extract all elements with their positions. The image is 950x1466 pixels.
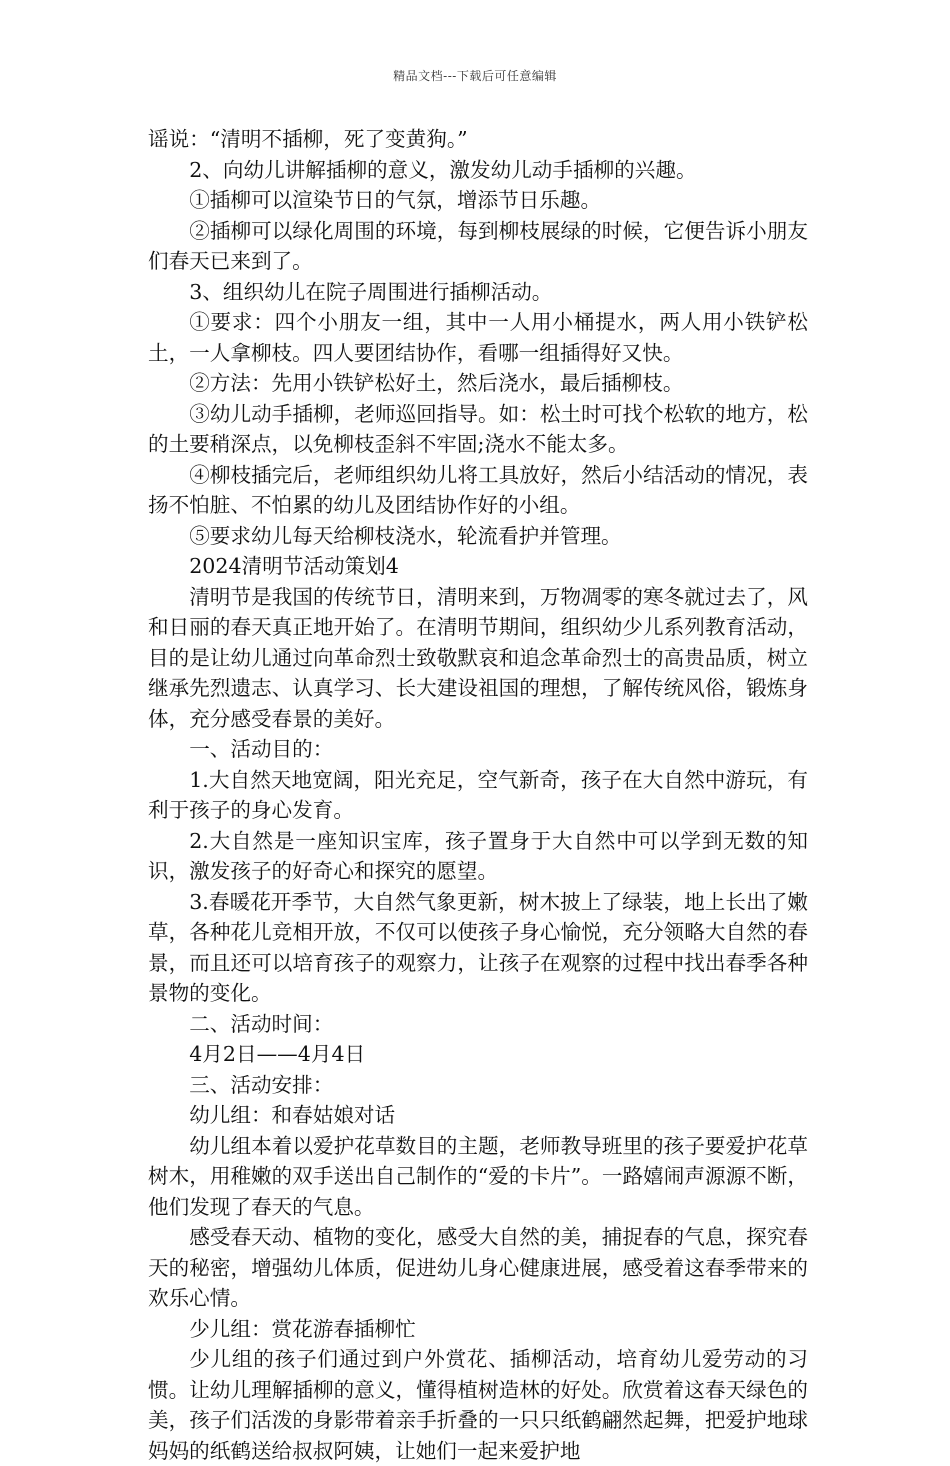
subsection-heading: 幼儿组：和春姑娘对话 [189, 1103, 396, 1127]
paragraph: ②方法：先用小铁铲松好土，然后浇水，最后插柳枝。 [189, 371, 684, 395]
paragraph: 1.大自然天地宽阔，阳光充足，空气新奇，孩子在大自然中游玩，有利于孩子的身心发育。 [148, 767, 808, 822]
section-title: 2024清明节活动策划4 [189, 554, 399, 578]
paragraph: 4月2日——4月4日 [189, 1042, 366, 1066]
paragraph: 2.大自然是一座知识宝库，孩子置身于大自然中可以学到无数的知识，激发孩子的好奇心和探究的愿望。 [148, 828, 808, 883]
paragraph: 3.春暖花开季节，大自然气象更新，树木披上了绿装，地上长出了嫩草，各种花儿竞相开放，不仅可以使孩子身心愉悦，充分领略大自然的春景，而且还可以培育孩子的观察力，让孩子在观察的过程中找出春季各种景物的变化。 [148, 889, 808, 1005]
paragraph: ①要求：四个小朋友一组，其中一人用小桶提水，两人用小铁铲松土，一人拿柳枝。四人要团结协作，看哪一组插得好又快。 [148, 310, 808, 365]
paragraph: 感受春天动、植物的变化，感受大自然的美，捕捉春的气息，探究春天的秘密，增强幼儿体质，促进幼儿身心健康进展，感受着这春季带来的欢乐心情。 [148, 1225, 808, 1310]
paragraph: 2、向幼儿讲解插柳的意义，激发幼儿动手插柳的兴趣。 [189, 157, 697, 182]
paragraph: ①插柳可以渲染节日的气氛，增添节日乐趣。 [189, 188, 602, 212]
paragraph: 谣说：“清明不插柳，死了变黄狗。” [148, 127, 468, 151]
paragraph: 3、组织幼儿在院子周围进行插柳活动。 [189, 279, 553, 304]
section-heading: 一、活动目的： [189, 737, 334, 761]
paragraph: ③幼儿动手插柳，老师巡回指导。如：松土时可找个松软的地方，松的土要稍深点，以免柳枝歪斜不牢固;浇水不能太多。 [148, 401, 808, 456]
section-heading: 三、活动安排： [189, 1072, 334, 1097]
paragraph: 幼儿组本着以爱护花草数目的主题，老师教导班里的孩子要爱护花草树木，用稚嫩的双手送出自己制作的“爱的卡片”。一路嬉闹声源源不断，他们发现了春天的气息。 [148, 1133, 808, 1219]
paragraph: ④柳枝插完后，老师组织幼儿将工具放好，然后小结活动的情况，表扬不怕脏、不怕累的幼儿及团结协作好的小组。 [148, 462, 808, 517]
paragraph: ⑤要求幼儿每天给柳枝浇水，轮流看护并管理。 [189, 523, 622, 548]
document-body [148, 124, 808, 1466]
page-header: 精品文档---下载后可任意编辑 [393, 69, 557, 83]
subsection-heading: 少儿组：赏花游春插柳忙 [189, 1316, 416, 1341]
section-heading: 二、活动时间： [189, 1011, 334, 1036]
paragraph: ②插柳可以绿化周围的环境，每到柳枝展绿的时候，它便告诉小朋友们春天已来到了。 [148, 218, 808, 273]
paragraph: 清明节是我国的传统节日，清明来到，万物凋零的寒冬就过去了，风和日丽的春天真正地开始了。在清明节期间，组织幼少儿系列教育活动，目的是让幼儿通过向革命烈士致敬默哀和追念革命烈士的高贵品质，树立继承先烈遗志、认真学习、长大建设祖国的理想，了解传统风俗，锻炼身体，充分感受春景的美好。 [148, 584, 808, 731]
paragraph: 少儿组的孩子们通过到户外赏花、插柳活动，培育幼儿爱劳动的习惯。让幼儿理解插柳的意义，懂得植树造林的好处。欣赏着这春天绿色的美，孩子们活泼的身影带着亲手折叠的一只只纸鹤翩然起舞，把爱护地球妈妈的纸鹤送给叔叔阿姨，让她们一起来爱护地 [148, 1347, 808, 1463]
